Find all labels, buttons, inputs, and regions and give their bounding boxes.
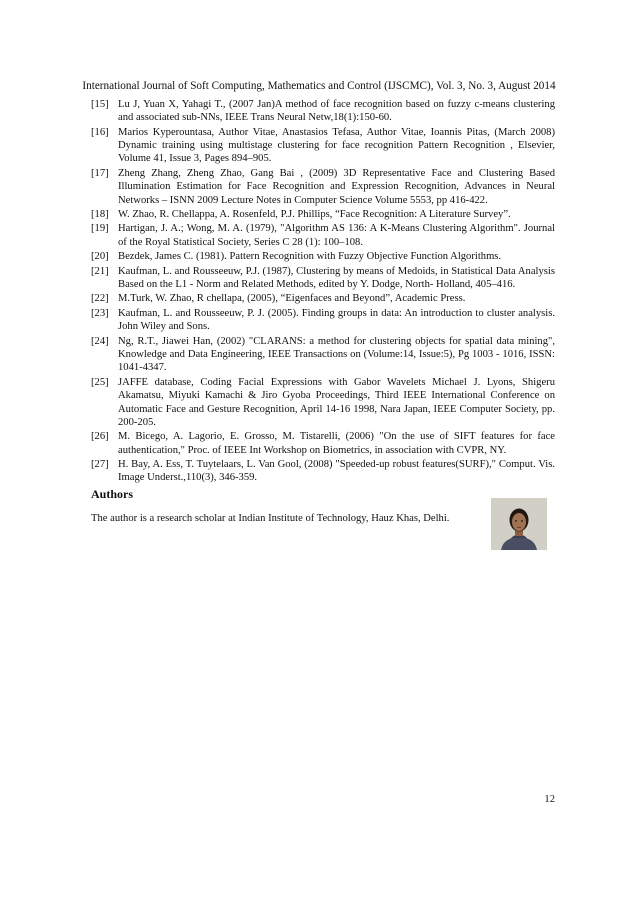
reference-text: W. Zhao, R. Chellappa, A. Rosenfeld, P.J. Phillips, “Face Recognition: A Literature Survey”. <box>118 209 511 221</box>
running-header: International Journal of Soft Computing, Mathematics and Control (IJSCMC), Vol. 3, No. 3, August 2014 <box>82 80 556 92</box>
reference-number: [22] <box>91 293 109 305</box>
reference-number: [25] <box>91 376 109 388</box>
reference-item <box>91 208 555 221</box>
reference-item <box>91 430 555 457</box>
reference-number: [17] <box>91 167 109 179</box>
reference-text: Hartigan, J. A.; Wong, M. A. (1979), "Algorithm AS 136: A K-Means Clustering Algorithm". Journal of the Royal Statistical Society, Series C 28 (1): 100–108. <box>118 223 555 248</box>
reference-item <box>91 292 555 305</box>
reference-text: Kaufman, L. and Rousseeuw, P. J. (2005). Finding groups in data: An introduction to cluster analysis. John Wiley and Sons. <box>118 307 555 333</box>
reference-text: Lu J, Yuan X, Yahagi T., (2007 Jan)A method of face recognition based on fuzzy c-means clustering and associated sub-NNs, IEEE Trans Neural Netw,18(1):150-60. <box>118 99 555 124</box>
reference-item <box>91 126 555 166</box>
reference-number: [21] <box>91 265 109 277</box>
reference-text: JAFFE database, Coding Facial Expressions with Gabor Wavelets Michael J. Lyons, Shigeru Akamatsu, Miyuki Kamachi & Jiro Gyoba Proceedings, Third IEEE International Conference on Automatic Face and Gesture Recognition, April 14-16 1998, Nara Japan, IEEE Computer Society, pp. 200-205. <box>118 376 555 428</box>
reference-text: M. Bicego, A. Lagorio, E. Grosso, M. Tistarelli, (2006) "On the use of SIFT features for face authentication," Proc. of IEEE Int Workshop on Biometrics, in association with CVPR, NY. <box>118 431 555 456</box>
reference-item <box>91 307 555 334</box>
reference-item <box>91 376 555 429</box>
reference-number: [19] <box>91 223 109 235</box>
reference-item <box>91 98 555 125</box>
reference-text: Marios Kyperountasa, Author Vitae, Anastasios Tefasa, Author Vitae, Ioannis Pitas, (March 2008) Dynamic training using multistage clustering for face recognition Pattern Recognition , Elsevier, Volume 41, Issue 3, Pages 894–905. <box>118 126 555 165</box>
reference-text: Ng, R.T., Jiawei Han, (2002) "CLARANS: a method for clustering objects for spatial data mining", Knowledge and Data Engineering, IEEE Transactions on (Volume:14, Issue:5), Pg 1003 - 1016, ISSN: 1041-4347. <box>118 335 555 374</box>
reference-item <box>91 250 555 263</box>
authors-heading: Authors <box>91 487 134 501</box>
author-bio: The author is a research scholar at Indian Institute of Technology, Hauz Khas, Delhi. <box>91 513 450 524</box>
reference-list <box>91 98 555 486</box>
page-number: 12 <box>544 794 555 805</box>
reference-number: [18] <box>91 209 109 221</box>
reference-text: M.Turk, W. Zhao, R chellapa, (2005), “Eigenfaces and Beyond”, Academic Press. <box>118 293 466 305</box>
reference-item <box>91 167 555 207</box>
reference-item <box>91 265 555 292</box>
reference-number: [15] <box>91 99 109 110</box>
reference-text: H. Bay, A. Ess, T. Tuytelaars, L. Van Gool, (2008) "Speeded-up robust features(SURF)," Comput. Vis. Image Underst.,110(3), 346-359. <box>118 459 555 484</box>
reference-number: [16] <box>91 126 109 138</box>
reference-number: [24] <box>91 335 109 347</box>
reference-number: [26] <box>91 431 109 443</box>
reference-number: [20] <box>91 251 109 263</box>
reference-number: [27] <box>91 459 109 471</box>
reference-text: Bezdek, James C. (1981). Pattern Recognition with Fuzzy Objective Function Algorithms. <box>118 251 502 263</box>
reference-item <box>91 222 555 249</box>
reference-item <box>91 458 555 485</box>
reference-text: Zheng Zhang, Zheng Zhao, Gang Bai , (2009) 3D Representative Face and Clustering Based Illumination Estimation for Face Recognition and Expression Recognition, Advances in Neural Networks – ISNN 2009 Lecture Notes in Computer Science Volume 5553, pp 416-422. <box>118 167 555 206</box>
reference-text: Kaufman, L. and Rousseeuw, P.J. (1987), Clustering by means of Medoids, in Statistical Data Analysis Based on the L1 - Norm and Related Methods, edited by Y. Dodge, North- Holland, 405–416. <box>118 265 555 291</box>
reference-number: [23] <box>91 307 109 319</box>
reference-item <box>91 335 555 375</box>
author-photo <box>491 498 547 550</box>
